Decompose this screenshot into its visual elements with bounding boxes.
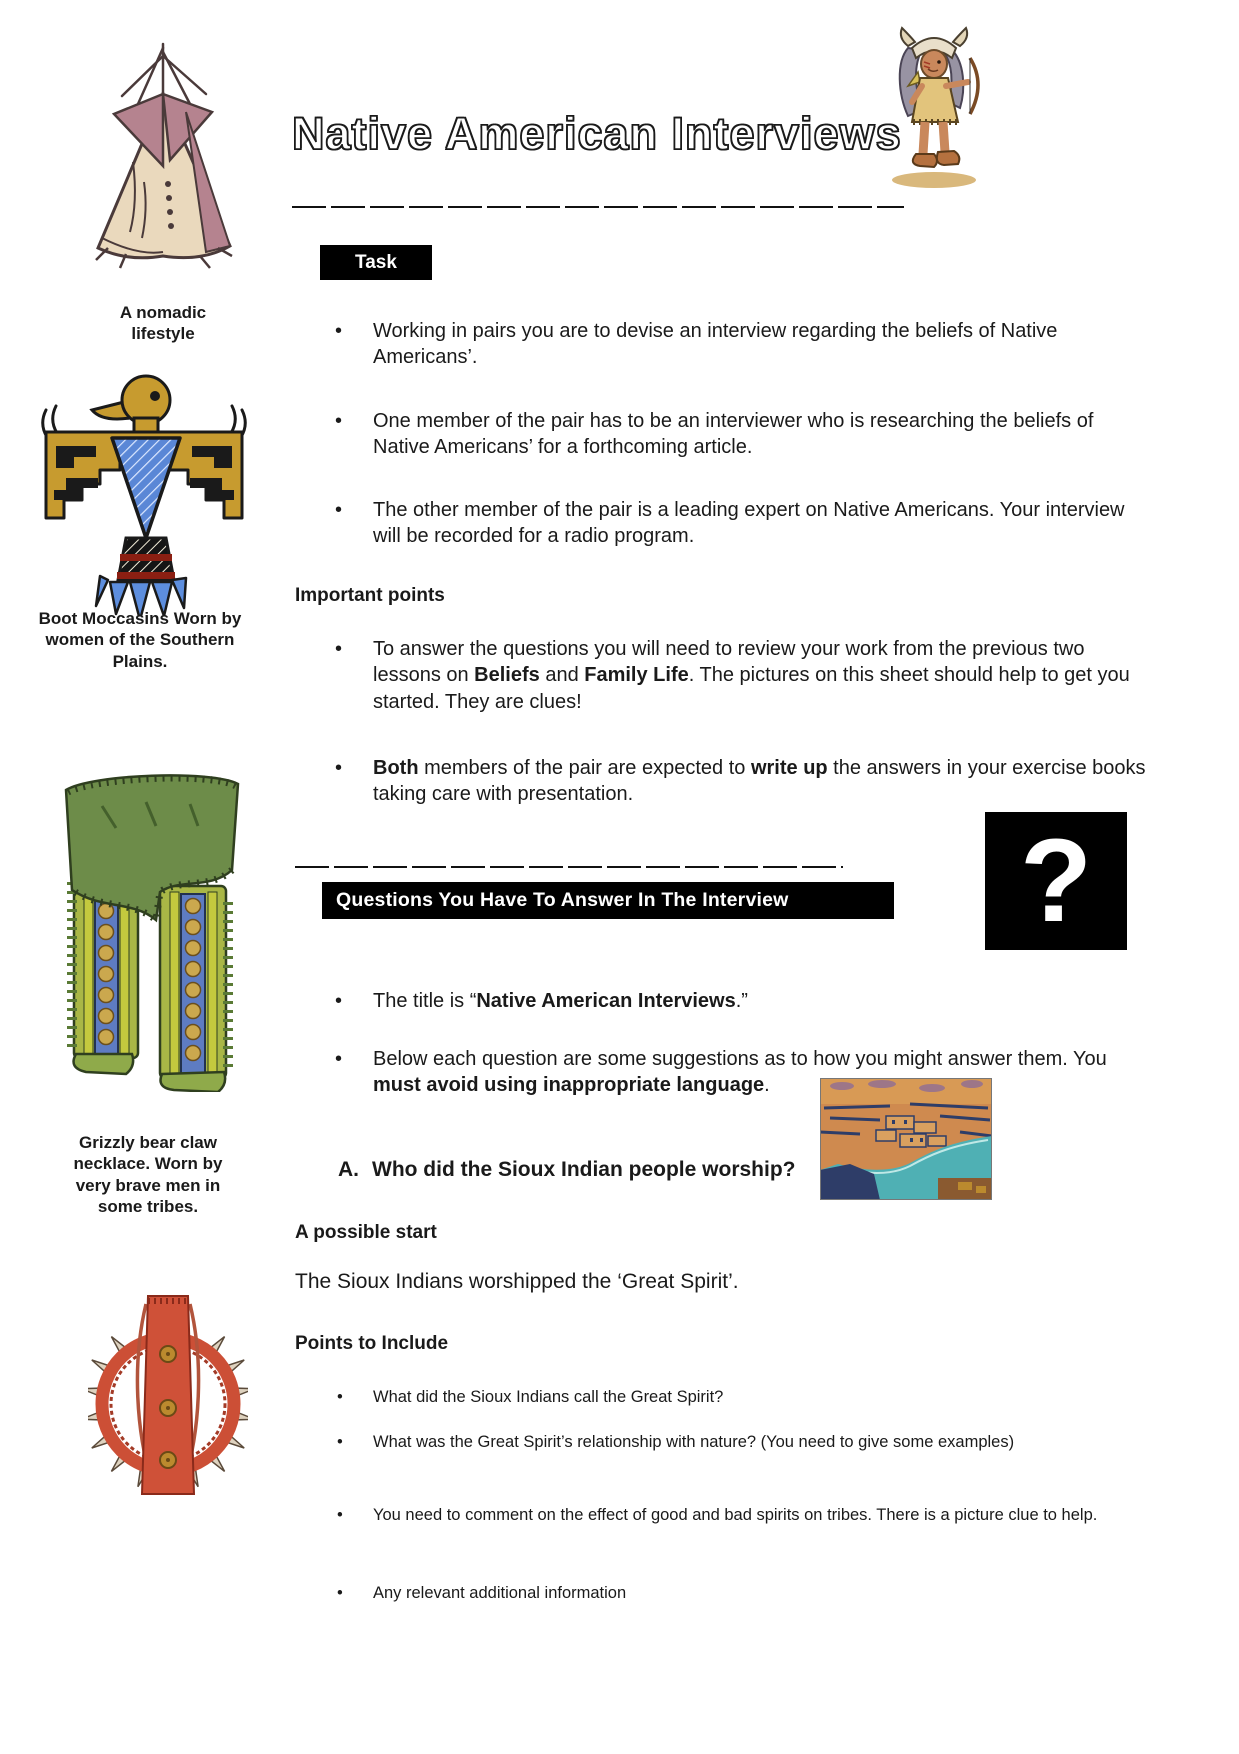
bullet-marker: • <box>335 320 343 342</box>
bullet-text: One member of the pair has to be an interviewer who is researching the beliefs of Native Americans’ for a forthcoming article. <box>373 410 1094 459</box>
bullet-text: To answer the questions you will need to review your work from the previous two lessons on Beliefs and Family Life. The pictures on this sheet should help to get you started. They are clues! <box>373 638 1130 713</box>
title-divider <box>292 206 904 208</box>
possible-start-heading: A possible start <box>295 1222 437 1243</box>
necklace-caption: Grizzly bear claw necklace. Worn by very brave men in some tribes. <box>73 1133 223 1216</box>
moccasins-caption: Boot Moccasins Worn by women of the Southern Plains. <box>38 609 242 671</box>
bullet-text: Below each question are some suggestions as to how you might answer them. You must avoid using inappropriate language. <box>373 1048 1107 1097</box>
bullet-marker: • <box>335 990 343 1012</box>
important-points-heading: Important points <box>295 585 445 606</box>
bullet-marker: • <box>337 1388 343 1406</box>
points-to-include-heading: Points to Include <box>295 1333 449 1354</box>
bullet-text: The other member of the pair is a leading expert on Native Americans. Your interview will be recorded for a radio program. <box>373 499 1125 548</box>
bullet-text: Any relevant additional information <box>373 1584 627 1602</box>
leggings-illustration <box>62 752 242 1092</box>
bullet-text: Both members of the pair are expected to write up the answers in your exercise books taking care with presentation. <box>373 757 1146 806</box>
questions-section-bar: Questions You Have To Answer In The Interview <box>322 882 894 919</box>
bullet-marker: • <box>337 1506 343 1524</box>
bullet-text: Working in pairs you are to devise an interview regarding the beliefs of Native Americans’. <box>373 320 1058 369</box>
questions-bullet-2 <box>335 1046 1148 1099</box>
question-a-text: Who did the Sioux Indian people worship? <box>372 1158 796 1181</box>
point-bullet-3 <box>337 1504 1118 1526</box>
thunderbird-illustration <box>38 368 250 616</box>
warrior-illustration <box>878 22 993 192</box>
bullet-marker: • <box>337 1584 343 1602</box>
important-bullet-1 <box>335 636 1148 715</box>
questions-bullet-1 <box>335 988 1148 1014</box>
bullet-marker: • <box>335 757 343 779</box>
point-bullet-2 <box>337 1431 1118 1453</box>
canyon-village-image <box>820 1078 992 1200</box>
possible-start-text: The Sioux Indians worshipped the ‘Great Spirit’. <box>295 1270 739 1293</box>
bullet-marker: • <box>335 499 343 521</box>
bullet-text: The title is “Native American Interviews.” <box>373 990 748 1012</box>
bullet-text: You need to comment on the effect of good and bad spirits on tribes. There is a picture clue to help. <box>373 1506 1098 1524</box>
task-bullet-2 <box>335 408 1148 461</box>
question-mark-icon: ? <box>985 812 1127 950</box>
bullet-marker: • <box>335 638 343 660</box>
bullet-marker: • <box>337 1433 343 1451</box>
bullet-marker: • <box>335 1048 343 1070</box>
task-badge: Task <box>320 245 432 280</box>
tipi-caption: A nomadic lifestyle <box>119 303 207 344</box>
task-bullet-3 <box>335 497 1148 550</box>
bear-claw-necklace-illustration <box>88 1292 248 1497</box>
page-title: Native American Interviews <box>292 108 902 159</box>
point-bullet-1 <box>337 1386 1118 1408</box>
point-bullet-4 <box>337 1582 1118 1604</box>
section-divider <box>295 866 843 868</box>
bullet-marker: • <box>335 410 343 432</box>
question-a-heading <box>338 1158 796 1182</box>
bullet-text: What did the Sioux Indians call the Great Spirit? <box>373 1388 724 1406</box>
task-bullet-1 <box>335 318 1148 371</box>
important-bullet-2 <box>335 755 1148 808</box>
question-a-label: A. <box>338 1158 359 1181</box>
bullet-text: What was the Great Spirit’s relationship with nature? (You need to give some examples) <box>373 1433 1015 1451</box>
tipi-illustration <box>78 42 248 270</box>
